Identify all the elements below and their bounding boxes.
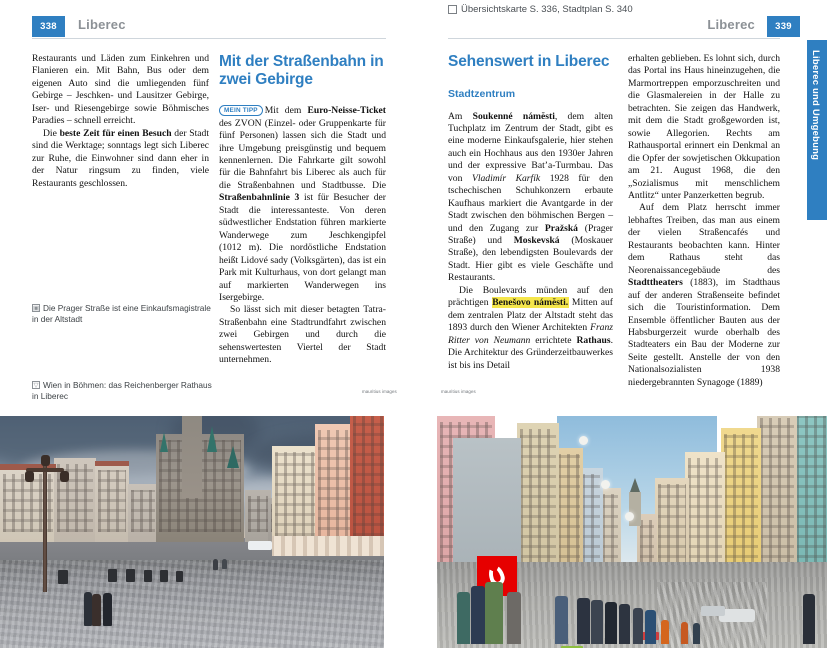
pedestrian — [457, 592, 470, 644]
pedestrian — [681, 622, 688, 644]
right-running-head — [418, 16, 827, 37]
lamp-globe — [41, 455, 50, 466]
building — [95, 464, 129, 542]
town-hall-tower — [182, 416, 202, 498]
plaza-kiosk — [126, 569, 135, 582]
caption-marker-icon — [32, 381, 40, 389]
map-reference — [448, 4, 633, 15]
parked-car — [701, 606, 725, 616]
pedestrian — [222, 559, 227, 569]
pedestrian — [605, 602, 617, 644]
building — [128, 484, 158, 542]
paragraph: Die beste Zeit für einen Besuch der Stadt sind die Werktage; sonntags legt sich Liberec zur Ruhe, die Einwohner sind dann eher in der Natur ringsum zu finden, viele Restaurants geschlossen. — [32, 127, 209, 189]
mein-tipp-badge: MEIN TIPP — [219, 105, 263, 116]
street-lamp-globe — [579, 436, 588, 445]
right-column-main-text — [448, 53, 613, 372]
street-lamp-globe — [601, 480, 610, 489]
street-lamp-globe — [625, 512, 634, 521]
plaza-kiosk — [176, 571, 183, 582]
pedestrian — [555, 596, 568, 644]
roof — [95, 461, 129, 466]
paragraph: Auf dem Platz herrscht immer lebhaftes Treiben, das man aus einem der vielen Straßencafés und Restaurants beobachten kann. Hinter dem Rathaus steht das Neorenaissancegebäude des Stadttheaters (1883), im Stadthaus auf der anderen Straßenseite befindet sich die Touristinformation. Dem Ensemble öffentlicher Bauten aus der Habsburgerzeit wurde oberhalb des Stadteaters ein Bau der Moderne zur Seite gestellt. Anstelle der von den Nationalsozialisten 1938 niedergebrannten Synagoge (1889) — [628, 202, 780, 388]
pedestrian — [213, 559, 218, 570]
pedestrian — [485, 582, 503, 644]
map-box-icon — [448, 5, 457, 14]
photo-caption-prager-strasse — [32, 303, 212, 325]
paragraph: Am Soukenné námĕsti, dem alten Tuchplatz im Zentrum der Stadt, gibt es eine moderne Einkaufsgalerie, hier stehen auch ein Hochhaus aus den 1930er Jahren und der expressive Bat’a-Turmbau. Das von Vladimír Karfík 1928 für den tschechischen Schuhkonzern erbaute Kaufhaus markiert die Avantgarde in der Stadt zwischen den böhmischen Bergen – und den Zugang zur Pražská (Prager Straße) und Moskevská (Moskauer Straße), den lebendigsten Boulevards der Stadt. Hier gibt es viele Geschäfte und Restaurants. — [448, 110, 614, 284]
pedestrian — [803, 594, 815, 644]
section-heading: Sehenswert in Liberec — [448, 53, 610, 70]
left-photo-liberec-town-hall-square — [0, 416, 384, 648]
right-column-continued-text — [628, 53, 780, 389]
paragraph: erhalten geblieben. Es lohnt sich, durch das Portal ins Haus hineinzugehen, die Marmortreppen emporzuschreiten und die Glasmalereien in der Halle zu betrachten. Sie zeigen das Handwerk, mit dem die Stadt großgeworden ist, sowie Allegorien. Rechts am Rathausportal erinnert ein Denkmal an die Opfer der sowjetischen Okkupation am 21. August 1968, die den „Sozialismus mit menschlichem Antlitz“ unter Panzerketten begrub. — [628, 53, 780, 201]
arcade-arches — [272, 536, 384, 556]
lamp-globe — [60, 471, 69, 482]
paragraph: So lässt sich mit dieser betagten Tatra-Straßenbahn eine Stadtrundfahrt zwischen zwei Gebirgen und durch die sehenswertesten Viertel der Stadt unternehmen. — [219, 304, 386, 366]
thumb-tab-label: Liberec und Umgebung — [810, 50, 821, 161]
turret-spire — [160, 432, 168, 452]
plaza-kiosk — [160, 570, 168, 582]
right-page-number: 339 — [767, 16, 800, 37]
right-header-rule — [448, 38, 780, 39]
turret-spire — [207, 426, 217, 452]
left-header-rule — [32, 38, 386, 39]
pedestrian — [507, 592, 521, 644]
highlighted-place-name: Benešovo námĕsti. — [492, 297, 569, 309]
lamp-globe — [25, 471, 34, 482]
left-column-feature-box — [219, 53, 386, 367]
street-lamp-post — [43, 460, 47, 592]
pedestrian — [633, 608, 643, 644]
pedestrian — [693, 623, 700, 644]
caption-text: Wien in Böhmen: das Reichenberger Rathaus in Liberec — [32, 380, 212, 402]
plaza-kiosk — [108, 569, 117, 582]
church-tower — [629, 492, 641, 526]
feature-heading: Mit der Straßenbahn in zwei Gebirge — [219, 53, 384, 88]
turret-spire — [227, 446, 239, 468]
building — [315, 424, 353, 550]
subsection-heading: Stadtzentrum — [448, 87, 516, 100]
pedestrian — [591, 600, 603, 644]
caption-marker-icon — [32, 304, 40, 312]
pedestrian — [645, 610, 656, 644]
building-red-facade — [350, 416, 384, 556]
right-photo-prager-strasse — [437, 416, 827, 648]
paragraph: MEIN TIPP Mit dem Euro-Neisse-Ticket des ZVON (Einzel- oder Gruppenkarte für fünf Personen) lassen sich die Stadt und ihre Umgebung preisgünstig und bequem kennenlernen. Die Fahrkarte gilt sowohl für die Bahnfahrt bis Liberec als auch für die Straßenbahnen und Stadtbusse. Die Straßenbahnlinie 3 ist für Besucher der Stadt die interessanteste. Von deren südwestlicher Endstation führen markierte Wanderwege zum Jeschkengipfel (1012 m). Die nordöstliche Endstation heißt Lidové sady (Volksgärten), das ist ein Park mit Kulturhaus, von dort gelangt man auf markierten Wanderwegen ins Isergebirge. — [219, 105, 386, 303]
section-thumb-tab — [807, 40, 827, 220]
right-running-head-title: Liberec — [707, 17, 755, 32]
plaza-kiosk — [58, 570, 68, 584]
paragraph: Die Boulevards münden auf den prächtigen Benešovo námĕsti. Mitten auf dem zentralen Platz der Altstadt steht das 1893 durch den Wiener Architekten Franz Ritter von Neumann errichtete Rathaus. Die Architektur des Gründerzeitbauwerkes ist bis ins Detail — [448, 284, 613, 371]
right-photo-credit: mauritius images — [441, 389, 476, 394]
left-photo-credit: mauritius images — [362, 389, 397, 394]
left-running-head — [0, 16, 418, 37]
parked-van — [248, 541, 272, 550]
map-reference-text: Übersichtskarte S. 336, Stadtplan S. 340 — [461, 4, 633, 15]
pedestrian — [84, 592, 92, 626]
paragraph: Restaurants und Läden zum Einkehren und Flanieren ein. Mit Bahn, Bus oder dem eigenen Auto sind die umliegenden fünf Gebirge – Jeschken- und Lausitzer Gebirge, Iser- und Riesengebirge sowie Böhmisches Paradies – schnell erreicht. — [32, 53, 209, 127]
left-column-body-text — [32, 53, 209, 190]
pedestrian — [471, 586, 485, 644]
left-running-head-title: Liberec — [78, 17, 126, 32]
caption-text: Die Prager Straße ist eine Einkaufsmagistrale in der Altstadt — [32, 303, 211, 325]
pedestrian — [103, 593, 112, 626]
left-page-number: 338 — [32, 16, 65, 37]
plaza-kiosk — [144, 570, 152, 582]
pedestrian — [577, 598, 590, 644]
pedestrian — [92, 594, 101, 626]
pedestrian — [661, 620, 669, 644]
building — [272, 446, 318, 546]
pedestrian — [619, 604, 630, 644]
photo-caption-rathaus — [32, 380, 212, 402]
